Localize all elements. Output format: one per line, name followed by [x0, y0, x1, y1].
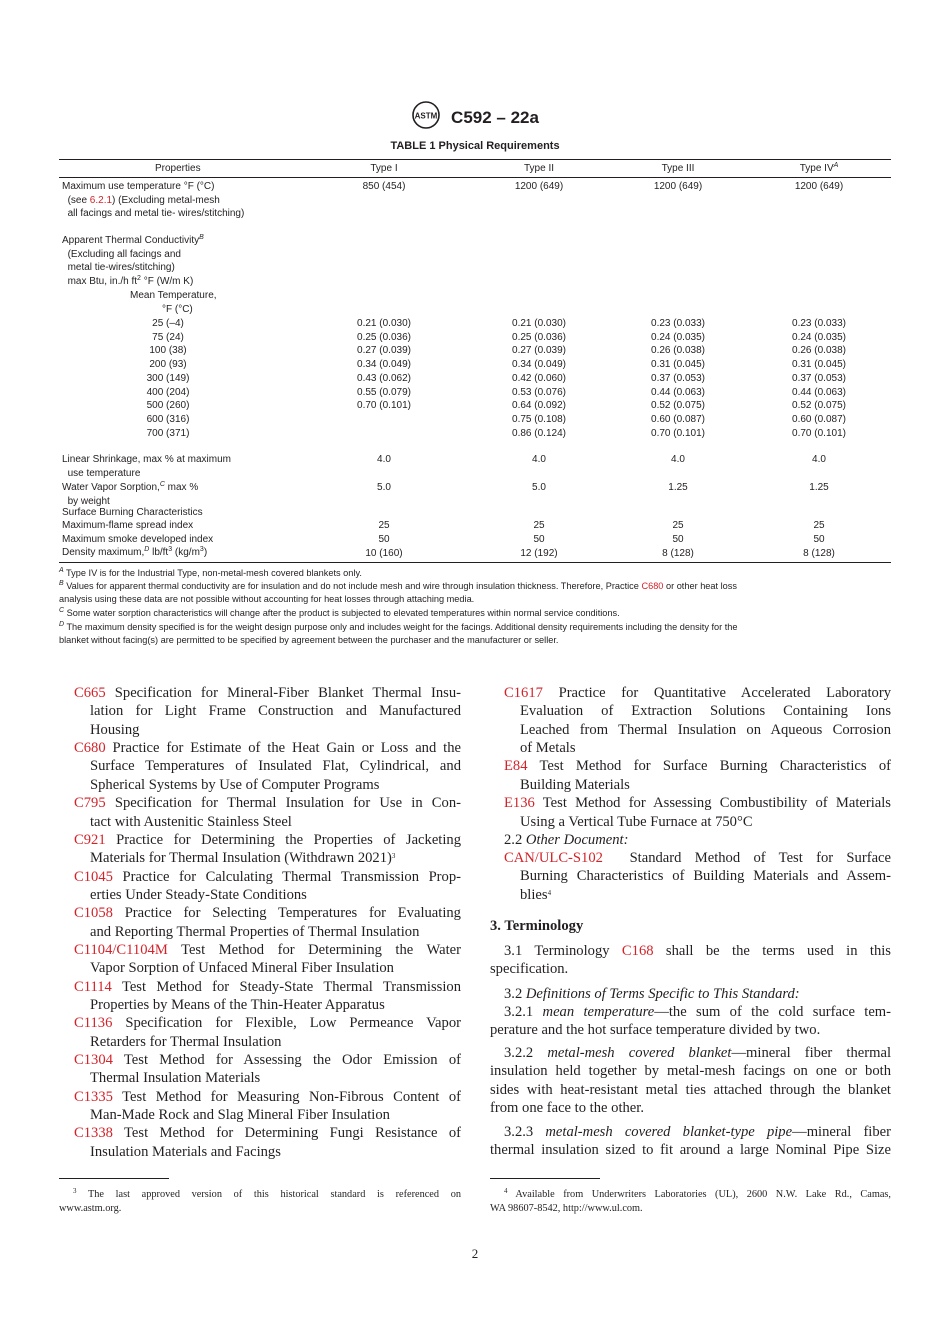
cell: 8 (128): [803, 548, 835, 559]
mean-temp-value: 300 (149): [146, 372, 190, 384]
page-number: 2: [471, 1246, 479, 1261]
cell: 50: [533, 534, 545, 545]
cell: 0.53 (0.076): [512, 386, 566, 398]
ref-code-link[interactable]: C1114: [74, 978, 112, 995]
cell: 0.21 (0.030): [512, 318, 566, 329]
reference-entry: C1304 Test Method for Assessing the Odor Emission of Thermal Insulation Materials: [74, 1052, 461, 1087]
cell: 0.27 (0.039): [512, 345, 566, 357]
row-label-surface-burning: Surface Burning Characteristics: [62, 507, 203, 518]
ref-code-link[interactable]: C680: [74, 740, 106, 757]
cell: 0.44 (0.063): [651, 386, 705, 398]
ref-code-link[interactable]: C1136: [74, 1015, 113, 1032]
section-2-2: 2.2 Other Document:: [504, 832, 629, 848]
cell: 50: [813, 534, 825, 545]
astm-logo-icon: [411, 100, 441, 135]
cell: 1200 (649): [794, 181, 844, 192]
reference-entry: C1335 Test Method for Measuring Non-Fibrous Content of Man-Made Rock and Slag Mineral Fiber Insulation: [74, 1088, 461, 1124]
cell: 5.0: [532, 482, 546, 493]
para-3-1: 3.1 Terminology C168 shall be the terms used in this specification.: [490, 943, 891, 978]
cell: 0.23 (0.033): [651, 318, 705, 329]
cell: 0.23 (0.033): [792, 318, 846, 329]
para-3-2: 3.2 Definitions of Terms Specific to This Standard:: [504, 986, 800, 1002]
row-label-conductivity: Apparent Thermal Conductivity$^B$ (Excluding all facings and metal tie-wires/stitching) max Btu, in./h $ft^2$ °F (W/m K): [62, 234, 204, 287]
cell: 0.37 (0.053): [651, 372, 705, 384]
cell: 0.75 (0.108): [512, 413, 566, 425]
row-label-max-use: Maximum use temperature °F (°C) (see 6.2.1) (Excluding metal-mesh all facings and metal tie- wires/stitching): [62, 181, 245, 220]
mean-temp-value: 25 (–4): [152, 318, 184, 329]
cell: 0.70 (0.101): [357, 400, 411, 412]
cell: 0.25 (0.036): [512, 331, 566, 343]
cell: 1.25: [809, 482, 829, 493]
row-label-density: Density maximum,$^D$ $lb/ft^3$ $(kg/m^3)$: [62, 546, 208, 558]
cell: 0.26 (0.038): [792, 345, 846, 357]
section-heading-terminology: 3. Terminology: [490, 918, 584, 934]
cell: 8 (128): [662, 548, 694, 559]
col-header-type-i: Type I: [370, 163, 398, 174]
cell: 0.31 (0.045): [651, 359, 705, 371]
ref-code-link[interactable]: CAN/ULC-S102: [504, 850, 603, 866]
page-header: [0, 100, 950, 135]
cell: 0.52 (0.075): [651, 400, 705, 412]
cell: 0.34 (0.049): [512, 359, 566, 371]
ref-code-link[interactable]: E136: [504, 795, 535, 812]
ref-code-link[interactable]: C1338: [74, 1125, 113, 1142]
table-caption: TABLE 1 Physical Requirements: [390, 140, 560, 152]
reference-entry: E136 Test Method for Assessing Combustibility of Materials Using a Vertical Tube Furnace at 750°C: [504, 795, 891, 830]
cell: 0.64 (0.092): [512, 400, 566, 412]
cell: 0.21 (0.030): [357, 318, 411, 329]
ref-code-link[interactable]: C795: [74, 795, 106, 812]
ref-can-ulc-s102: CAN/ULC-S102 Standard Method of Test for Surface Burning Characteristics of Building Materials and Assem- blies$^4$: [504, 850, 891, 903]
cell: 0.43 (0.062): [357, 372, 411, 384]
cell: 25: [533, 520, 545, 531]
cell: 0.44 (0.063): [792, 386, 846, 398]
cell: 0.52 (0.075): [792, 400, 846, 412]
cell: 0.60 (0.087): [651, 413, 705, 425]
reference-entry: C921 Practice for Determining the Properties of Jacketing Materials for Thermal Insulation (Withdrawn 2021)$^3$: [74, 831, 461, 867]
mean-temp-value: 100 (38): [149, 345, 187, 357]
designation: C592 – 22a: [451, 107, 539, 127]
col-header-properties: Properties: [155, 163, 201, 174]
mean-temp-value: 75 (24): [152, 331, 184, 343]
footnote-rule-left: [59, 1178, 169, 1179]
cell: 50: [378, 534, 390, 545]
ref-code-link[interactable]: C921: [74, 831, 106, 848]
mean-temp-value: 500 (260): [146, 400, 190, 412]
cell: 10 (160): [365, 548, 403, 559]
cell: 0.70 (0.101): [651, 427, 705, 439]
footnote-rule-right: [490, 1178, 600, 1179]
cell: 4.0: [671, 454, 685, 465]
cell: 0.34 (0.049): [357, 359, 411, 371]
cell: 0.24 (0.035): [651, 331, 705, 343]
col-header-type-iii: Type III: [661, 163, 695, 174]
cell: 0.60 (0.087): [792, 413, 846, 425]
cell: 4.0: [812, 454, 826, 465]
ref-code-link[interactable]: C665: [74, 685, 106, 701]
table-header-rule: [59, 177, 891, 178]
cell: 0.42 (0.060): [512, 372, 566, 384]
col-header-type-iv: Type $IV^A$: [799, 162, 839, 174]
cell: 0.70 (0.101): [792, 427, 846, 439]
mean-temp-value: 700 (371): [146, 427, 190, 439]
ref-code-link[interactable]: E84: [504, 758, 528, 775]
reference-entry: C795 Specification for Thermal Insulation for Use in Con- tact with Austenitic Stainless Steel: [74, 795, 461, 830]
col-header-type-ii: Type II: [523, 163, 554, 174]
cell: 4.0: [377, 454, 391, 465]
logo-text: ASTM: [414, 111, 438, 121]
cell: 0.55 (0.079): [357, 386, 411, 398]
mean-temp-value: 200 (93): [149, 359, 187, 371]
para-3-2-3: 3.2.3 metal-mesh covered blanket-type pipe—mineral fiber thermal insulation sized to fit around a large Nominal Pipe Size: [490, 1124, 891, 1159]
ref-code-link[interactable]: C1335: [74, 1088, 113, 1105]
reference-entry: C665 Specification for Mineral-Fiber Blanket Thermal Insu- lation for Light Frame Construction and Manufactured Housing: [74, 685, 461, 738]
table-footnote-a: $^A$ Type IV is for the Industrial Type, non-metal-mesh covered blankets only.: [59, 567, 362, 578]
page-footnote-4: $^4$ Available from Underwriters Laboratories (UL), 2600 N.W. Lake Rd., Camas, WA 98607-8542, http://www.ul.com.: [490, 1187, 891, 1214]
row-label-sorption: Water Vapor Sorption,$^C$ max % by weight: [62, 481, 199, 507]
cell: 0.26 (0.038): [651, 345, 705, 357]
reference-entry: C1058 Practice for Selecting Temperatures for Evaluating and Reporting Thermal Properties of Thermal Insulation: [74, 905, 461, 940]
row-label-flame-spread: Maximum-flame spread index: [62, 520, 194, 531]
cell: 25: [378, 520, 390, 531]
cell: 0.27 (0.039): [357, 345, 411, 357]
cell: 0.31 (0.045): [792, 359, 846, 371]
reference-entry: C1045 Practice for Calculating Thermal Transmission Prop- erties Under Steady-State Conditions: [74, 868, 461, 903]
reference-entry: C680 Practice for Estimate of the Heat Gain or Loss and the Surface Temperatures of Insulated Flat, Cylindrical, and Spherical Systems by Use of Computer Programs: [74, 740, 461, 793]
table-footnote-b: $^B$ Values for apparent thermal conductivity are for insulation and do not include mesh and wire through insulation thickness. Therefore, Practice C680 or other heat loss analysis using these data are not possible without accounting for heat losses through attaching media.: [59, 580, 737, 604]
mean-temp-units: °F (°C): [162, 304, 193, 315]
table-top-rule: [59, 159, 891, 160]
reference-entry: C1104/C1104M Test Method for Determining the Water Vapor Sorption of Unfaced Mineral Fiber Insulation: [74, 941, 461, 977]
mean-temp-value: 600 (316): [146, 413, 190, 425]
cell: 25: [672, 520, 684, 531]
cell: 5.0: [377, 482, 391, 493]
ref-code-link[interactable]: C1058: [74, 905, 113, 922]
reference-entry: C1617 Practice for Quantitative Accelerated Laboratory Evaluation of Extraction Solutions Containing Ions Leached from Thermal Insulation on Aqueous Corrosion of Metals: [504, 685, 892, 757]
link-6-2-1[interactable]: 6.2.1: [89, 194, 113, 206]
ref-code-link[interactable]: C1045: [74, 868, 113, 885]
cell: 850 (454): [362, 181, 406, 192]
link-c680[interactable]: C680: [641, 581, 664, 591]
row-label-smoke: Maximum smoke developed index: [62, 534, 214, 545]
page-footnote-3: $^3$ The last approved version of this historical standard is referenced on www.astm.org.: [59, 1187, 461, 1214]
ref-code-link[interactable]: C1304: [74, 1052, 113, 1068]
cell: 0.37 (0.053): [792, 372, 846, 384]
cell: 0.25 (0.036): [357, 331, 411, 343]
cell: 0.86 (0.124): [512, 427, 566, 439]
cell: 1.25: [668, 482, 688, 493]
link-c168[interactable]: C168: [621, 943, 654, 959]
cell: 50: [672, 534, 684, 545]
table-footnote-c: $^C$ Some water sorption characteristics will change after the product is subjected to elevated temperatures within normal service conditions.: [59, 607, 620, 618]
cell: 4.0: [532, 454, 546, 465]
cell: 12 (192): [520, 548, 558, 559]
cell: 1200 (649): [514, 181, 564, 192]
ref-code-link[interactable]: C1104/C1104M: [74, 941, 168, 958]
table-bottom-rule: [59, 562, 891, 563]
para-3-2-2: 3.2.2 metal-mesh covered blanket—mineral fiber thermal insulation held together by metal-mesh facings on one or both sides with heat-resistant metal ties attached through the blanket from one face to the other.: [490, 1045, 891, 1117]
cell: 25: [813, 520, 825, 531]
table-footnote-d: $^D$ The maximum density specified is for the weight design purpose only and includes weight for the facings. Additional density requirements including the density for the blanket without facing(s) are permitted to be specified by agreement between the purchaser and the manufacturer or seller.: [59, 621, 738, 645]
reference-entry: E84 Test Method for Surface Burning Characteristics of Building Materials: [504, 758, 891, 793]
para-3-2-1: 3.2.1 mean temperature—the sum of the cold surface tem- perature and the hot surface temperature divided by two.: [490, 1004, 892, 1039]
reference-entry: C1338 Test Method for Determining Fungi Resistance of Insulation Materials and Facings: [74, 1125, 461, 1160]
ref-code-link[interactable]: C1617: [504, 685, 543, 701]
row-label-shrinkage: Linear Shrinkage, max % at maximum use temperature: [62, 454, 231, 479]
mean-temp-value: 400 (204): [146, 386, 190, 398]
cell: 0.24 (0.035): [792, 331, 846, 343]
cell: 1200 (649): [653, 181, 703, 192]
mean-temp-label: Mean Temperature,: [130, 290, 217, 301]
reference-entry: C1136 Specification for Flexible, Low Permeance Vapor Retarders for Thermal Insulation: [74, 1015, 461, 1050]
reference-entry: C1114 Test Method for Steady-State Thermal Transmission Properties by Means of the Thin-Heater Apparatus: [74, 978, 461, 1013]
